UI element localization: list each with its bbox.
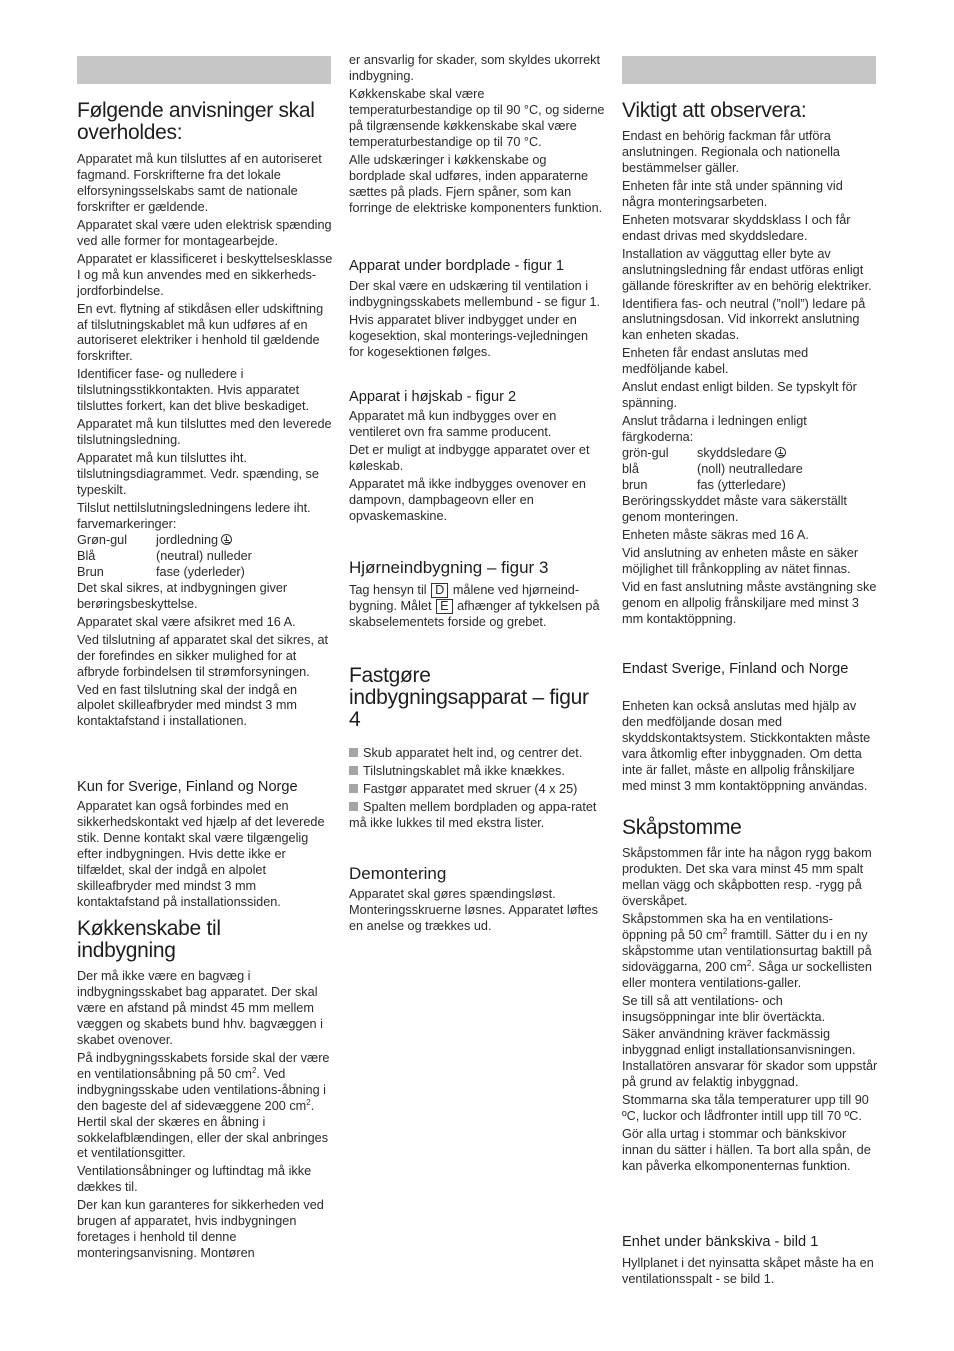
earth-symbol-icon	[221, 534, 232, 545]
table-row	[77, 549, 252, 565]
paragraph: Apparatet kan også forbindes med en sikkerhedskontakt ved hjælp af det leverede stik. Denne kontakt skal være tilgængelig efter indbygningen. Hvis dette ikke er tilfældet, skal der indgå en alpolet skilleafbryder med mindst 3 mm kontaktafstand på installationssiden.	[77, 799, 325, 909]
text-block-corner	[349, 583, 605, 633]
wire-color: Brun	[77, 564, 104, 579]
paragraph: Hvis apparatet bliver indbygget under en kogesektion, skal monterings-vejledningen for kogesektionen følges.	[349, 312, 589, 359]
wire-color: brun	[622, 478, 648, 493]
paragraph: Der skal være en udskæring til ventilation i indbygningsskabets mellembund - se figur 1.	[349, 279, 601, 309]
section-header-bar	[77, 56, 331, 84]
bullet-square-icon	[349, 766, 358, 775]
paragraph: Se till så att ventilations- och insugsöppningar inte blir övertäckta.	[622, 993, 826, 1024]
heading-removal: Demontering	[349, 864, 447, 883]
paragraph: Apparatet må kun tilsluttes med den leverede tilslutningsledning.	[77, 417, 332, 448]
paragraph: Vid anslutning av enheten måste en säker möjlighet till frånkoppling av nätet finnas.	[622, 545, 859, 576]
bullet-square-icon	[349, 802, 358, 811]
paragraph: Hyllplanet i det nyinsatta skåpet måste ha en ventilationsspalt - se bild 1.	[622, 1256, 874, 1286]
paragraph: Installation av vägguttag eller byte av anslutningsledning får endast utföras enligt gällande föreskrifter av en behörig elektriker.	[622, 246, 872, 293]
wire-color: Blå	[77, 548, 96, 563]
paragraph: Enheten kan också anslutas med hjälp av den medföljande dosan med skyddskontaktsystem. Stickkontakten måste vara åtkomlig efter inbyggnaden. Om detta inte är fallet, måste en allpolig frånskiljare med minst 3 mm kontaktöppning användas.	[622, 699, 871, 793]
paragraph: Gör alla urtag i stommar och bänkskivor innan du sätter i hällen. Ta bort alla spån, de kan påverka elkomponenternas funktion.	[622, 1127, 871, 1174]
paragraph: er ansvarlig for skader, som skyldes ukorrekt indbygning.	[349, 53, 601, 83]
text-block-safety-sv	[622, 129, 878, 630]
subheading-under-worktop: Apparat under bordplade - figur 1	[349, 258, 564, 274]
paragraph: Vid en fast anslutning måste avstängning ske genom en allpolig frånskiljare med minst 3 mm kontaktöppning.	[622, 579, 877, 626]
dimension-label-d: D	[431, 583, 448, 598]
paragraph: En evt. flytning af stikdåsen eller udskiftning af tilslutningskablet må kun udføres af en autoriseret elektriker i henhold til gældende forskrifter.	[77, 301, 324, 364]
paragraph: Ved tilslutning af apparatet skal det sikres, at der forefindes en sikker mulighed for at afbryde forbindelsen til strømforsyningen.	[77, 632, 329, 679]
table-row	[622, 446, 803, 462]
paragraph: Anslut trådarna i ledningen enligt färgkoderna:	[622, 414, 807, 445]
paragraph: Det skal sikres, at indbygningen giver berøringsbeskyttelse.	[77, 580, 288, 611]
paragraph: Enheten får inte stå under spänning vid några monteringsarbeten.	[622, 178, 843, 209]
earth-symbol-icon	[775, 447, 786, 458]
paragraph: Skåpstommen får inte ha någon rygg bakom produkten. Det ska vara minst 45 mm spalt mellan vägg och skåpbotten resp. -rygg på överskåpet.	[622, 846, 872, 908]
paragraph: Det er muligt at indbygge apparatet over et køleskab.	[349, 442, 590, 473]
paragraph: Apparatet må kun tilsluttes iht. tilslutningsdiagrammet. Vedr. spænding, se typeskilt.	[77, 451, 319, 498]
text-block-cabinet-sv	[622, 846, 878, 1177]
paragraph: Beröringsskyddet måste vara säkerställt genom monteringen.	[622, 493, 847, 524]
list-item: Fastgør apparatet med skruer (4 x 25)	[349, 782, 605, 798]
paragraph: Apparatet skal være uden elektrisk spænding ved alle former for montagearbejde.	[77, 217, 332, 248]
heading-fasten-appliance: Fastgøre indbygningsapparat – figur 4	[349, 664, 589, 731]
text-block-nordic	[77, 799, 333, 913]
table-row	[622, 478, 803, 494]
wire-description: jordledning	[156, 533, 252, 549]
paragraph: Apparatet må kun indbygges over en ventileret ovn fra samme producent.	[349, 409, 557, 439]
paragraph: Apparatet skal gøres spændingsløst. Monteringsskruerne løsnes. Apparatet løftes en anelse og trækkes ud.	[349, 887, 598, 933]
paragraph: Identifiera fas- och neutral (”noll”) ledare på anslutningsdosan. Vid inkorrekt anslutning kan enheten skadas.	[622, 296, 866, 343]
subheading-nordic-only: Kun for Sverige, Finland og Norge	[77, 779, 298, 795]
table-row	[622, 462, 803, 478]
text-block-cabinets	[77, 969, 333, 1264]
subheading-nordic-only-sv: Endast Sverige, Finland och Norge	[622, 661, 849, 677]
heading-kitchen-cabinets: Køkkenskabe til indbygning	[77, 917, 221, 962]
list-item: Spalten mellem bordpladen og appa-ratet må ikke lukkes til med ekstra lister.	[349, 799, 597, 830]
paragraph: Identificer fase- og nulledere i tilslutningsstikkontakten. Hvis apparatet tilsluttes forkert, kan det blive beskadiget.	[77, 367, 310, 414]
subheading-tall-cabinet: Apparat i højskab - figur 2	[349, 389, 517, 405]
bullet-square-icon	[349, 748, 358, 757]
paragraph: Enheten får endast anslutas med medföljande kabel.	[622, 346, 809, 377]
text-block-under-worktop	[349, 279, 605, 363]
wire-color-table	[622, 446, 803, 494]
paragraph: På indbygningsskabets forside skal der være en ventilationsåbning på 50 $cm^2$. Ved indbygningsskabe uden ventilations-åbning i den bageste del af sidevæggene 200 $cm^2$. Hertil skal der skæres en åbning i sokkelafblændingen, eller der skal anbringes et ventilationsgitter.	[77, 1050, 330, 1161]
paragraph: Alle udskæringer i køkkenskabe og bordplade skal udføres, inden apparaterne sættes på plads. Fjern spåner, som kan forringe de elektriske komponenters funktion.	[349, 152, 603, 215]
paragraph: Der kan kun garanteres for sikkerheden ved brugen af apparatet, hvis indbygningen foretages i henhold til denne monteringsanvisning. Montøren	[77, 1198, 324, 1261]
table-row	[77, 565, 252, 581]
wire-description: (noll) neutralledare	[697, 462, 803, 477]
table-row	[77, 533, 252, 549]
paragraph: Ventilationsåbninger og luftindtag må ikke dækkes til.	[77, 1164, 312, 1195]
paragraph: Apparatet skal være afsikret med 16 A.	[77, 614, 296, 629]
wire-color: grön-gul	[622, 446, 669, 461]
paragraph: Anslut endast enligt bilden. Se typskylt för spänning.	[622, 380, 857, 411]
wire-description: fase (yderleder)	[156, 564, 245, 579]
heading-corner-installation: Hjørneindbygning – figur 3	[349, 558, 549, 577]
paragraph: Apparatet er klassificeret i beskyttelsesklasse I og må kun anvendes med en sikkerheds-jordforbindelse.	[77, 251, 333, 298]
list-item: Skub apparatet helt ind, og centrer det.	[349, 746, 605, 762]
paragraph: Apparatet må kun tilsluttes af en autoriseret fagmand. Forskrifterne fra det lokale elforsyningsselskabs samt de nationale forskrifter er gældende.	[77, 152, 322, 214]
text-block-continued	[349, 53, 605, 219]
heading-installation-instructions: Følgende anvisninger skal overholdes:	[77, 99, 315, 144]
heading-cabinet-frame: Skåpstomme	[622, 816, 742, 839]
paragraph: Apparatet må ikke indbygges ovenover en dampovn, dampbageovn eller en opvaskemaskine.	[349, 476, 586, 523]
text-block-nordic-sv	[622, 699, 878, 797]
wire-description: (neutral) nulleder	[156, 548, 252, 563]
paragraph: Stommarna ska tåla temperaturer upp till 90 ºC, luckor och lådfronter intill upp till 70 ºC.	[622, 1093, 869, 1124]
text-block-removal	[349, 887, 605, 937]
paragraph: Säker användning kräver fackmässig inbyggnad enligt installationsanvisningen. Installatören ansvarar för skador som uppstår på grund av felaktig inbyggnad.	[622, 1027, 878, 1090]
list-item: Tilslutningskablet må ikke knækkes.	[349, 764, 605, 780]
dimension-label-e: E	[436, 599, 452, 614]
section-header-bar	[622, 56, 876, 84]
paragraph: Køkkenskabe skal være temperaturbestandige op til 90 °C, og siderne på tilgrænsende køkkenskabe skal være temperaturbestandige op til 70 °C.	[349, 86, 605, 149]
paragraph: Enheten motsvarar skyddsklass I och får endast drivas med skyddsledare.	[622, 212, 851, 243]
subheading-under-worktop-sv: Enhet under bänkskiva - bild 1	[622, 1234, 819, 1250]
text-block-tall-cabinet	[349, 409, 605, 527]
heading-important-notes: Viktigt att observera:	[622, 99, 807, 122]
wire-color: Grøn-gul	[77, 532, 128, 547]
wire-color-table	[77, 533, 252, 581]
bullet-square-icon	[349, 784, 358, 793]
paragraph: Endast en behörig fackman får utföra anslutningen. Regionala och nationella bestämmelser gäller.	[622, 129, 840, 175]
paragraph: Ved en fast tilslutning skal der indgå en alpolet skilleafbryder med mindst 3 mm kontaktafstand i installationen.	[77, 682, 298, 729]
steps-list	[349, 746, 605, 834]
paragraph: Tilslut nettilslutningsledningens ledere iht. farvemarkeringer:	[77, 501, 311, 531]
paragraph: Tag hensyn til D målene ved hjørneind-bygning. Målet E afhænger af tykkelsen på skabselementets forside og grebet.	[349, 583, 600, 629]
wire-description: fas (ytterledare)	[697, 478, 786, 493]
paragraph: Skåpstommen ska ha en ventilations-öppning på 50 $cm^2$ framtill. Sätter du i en ny skåpstomme utan ventilationsurtag baktill på sidoväggarna, 200 $cm^2$. Såga ur sockellisten eller montera ventilations-galler.	[622, 911, 872, 990]
text-block-safety	[77, 152, 333, 732]
text-block-under-worktop-sv	[622, 1256, 878, 1290]
wire-description: skyddsledare	[697, 446, 803, 462]
paragraph: Der må ikke være en bagvæg i indbygningsskabet bag apparatet. Der skal være en afstand på mindst 45 mm mellem væggen og skabets bund hhv. bagvæggen i skabet ovenover.	[77, 969, 323, 1047]
wire-color: blå	[622, 462, 639, 477]
paragraph: Enheten måste säkras med 16 A.	[622, 527, 809, 542]
